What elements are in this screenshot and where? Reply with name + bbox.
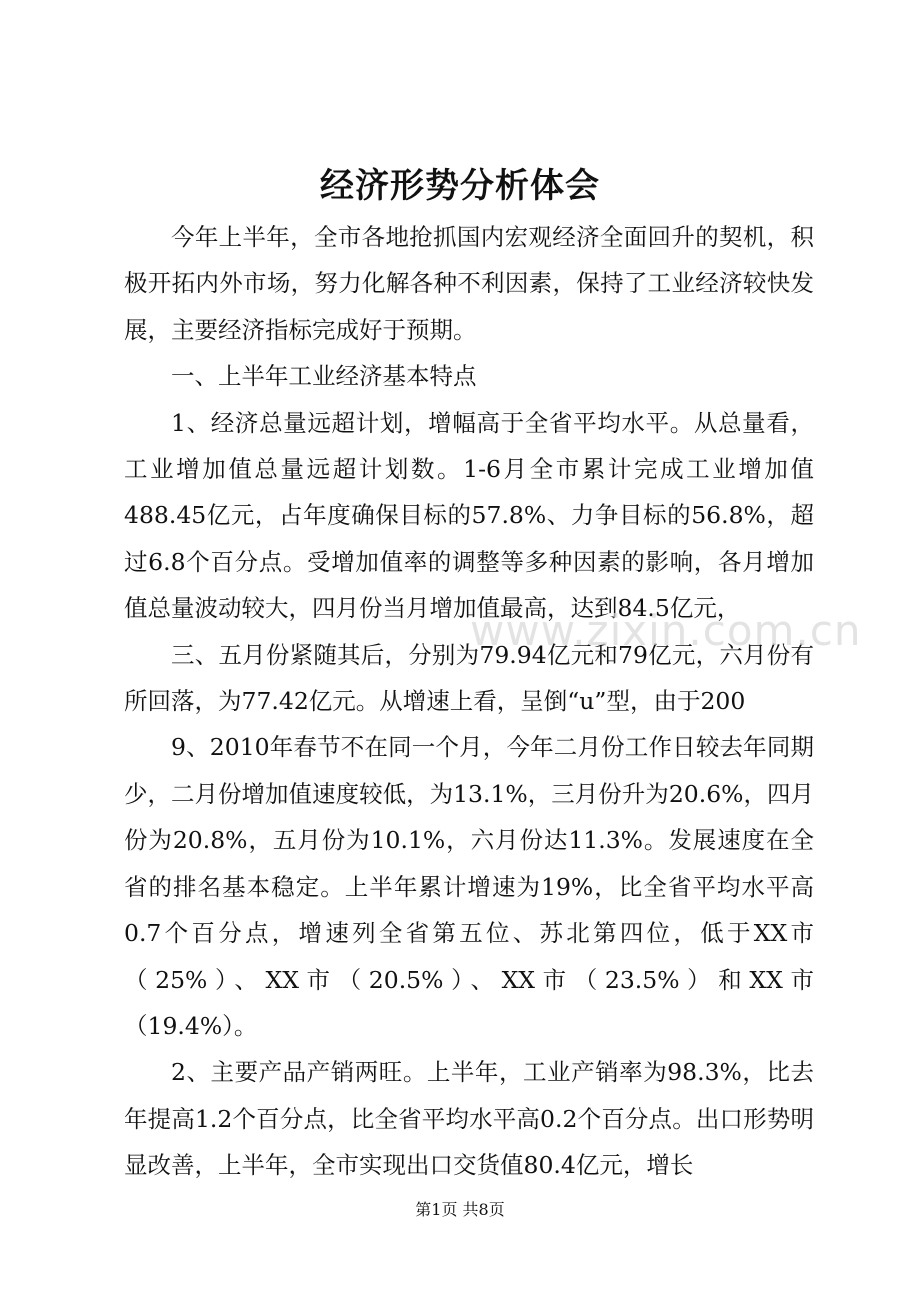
section-heading: 一、上半年工业经济基本特点	[171, 362, 477, 391]
document-title: 经济形势分析体会	[320, 166, 600, 206]
paragraph-continuation-2: 9、2010年春节不在同一个月，今年二月份工作日较去年同期少，二月份增加值速度较低，为13.1%，三月份升为20.6%，四月份为20.8%，五月份为10.1%，六月份达11.3%。发展速度在全省的排名基本稳定。上半年累计增速为19%，比全省平均水平高0.7个百分点，增速列全省第五位、苏北第四位，低于XX市（25%）、XX市（20.5%）、XX市（23.5%）和XX市（19.4%）。	[124, 733, 814, 1040]
paragraph-intro: 今年上半年，全市各地抢抓国内宏观经济全面回升的契机，积极开拓内外市场，努力化解各种不利因素，保持了工业经济较快发展，主要经济指标完成好于预期。	[124, 223, 814, 344]
page-footer: 第1页 共8页	[415, 1200, 505, 1219]
watermark: www.zixin.com.cn	[470, 606, 862, 655]
document-body	[124, 214, 814, 1189]
paragraph-continuation-1: 三、五月份紧随其后，分别为79.94亿元和79亿元，六月份有所回落，为77.42亿元。从增速上看，呈倒“u”型，由于200	[124, 640, 814, 716]
paragraph-point-2: 2、主要产品产销两旺。上半年，工业产销率为98.3%，比去年提高1.2个百分点，比全省平均水平高0.2个百分点。出口形势明显改善，上半年，全市实现出口交货值80.4亿元，增长	[124, 1058, 814, 1180]
paragraph-point-1: 1、经济总量远超计划，增幅高于全省平均水平。从总量看，工业增加值总量远超计划数。1-6月全市累计完成工业增加值488.45亿元，占年度确保目标的57.8%、力争目标的56.8%，超过6.8个百分点。受增加值率的调整等多种因素的影响，各月增加值总量波动较大，四月份当月增加值最高，达到84.5亿元，	[124, 408, 814, 623]
